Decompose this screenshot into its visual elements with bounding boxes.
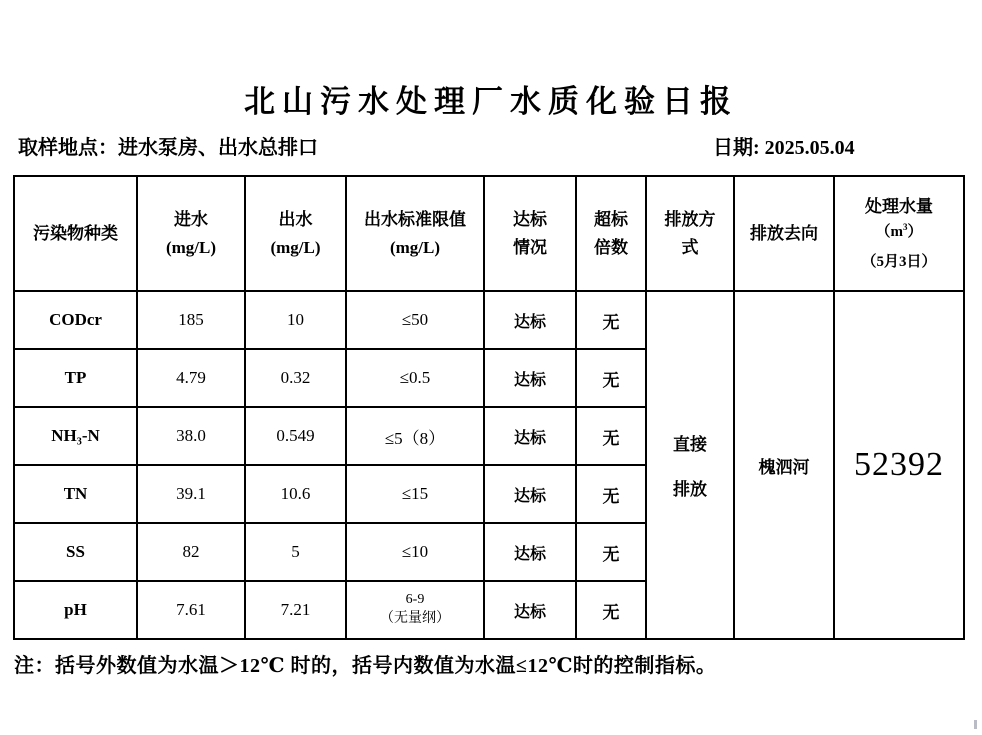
ss-limit-value: ≤10: [346, 523, 484, 581]
ph-limit-value: 6-9 （无量纲）: [346, 581, 484, 639]
table-header-row: [14, 176, 964, 291]
header-influent: 进水 (mg/L): [137, 176, 245, 291]
header-compliance: 达标 情况: [484, 176, 576, 291]
nh3n-effluent-value: 0.549: [245, 407, 346, 465]
header-exceed: 超标 倍数: [576, 176, 646, 291]
nh3n-compliance-value: 达标: [484, 407, 576, 465]
header-limit: 出水标准限值 (mg/L): [346, 176, 484, 291]
codcr-limit-value: ≤50: [346, 291, 484, 349]
treated-volume-cell: 52392: [834, 291, 964, 639]
ss-effluent-value: 5: [245, 523, 346, 581]
sampling-location-label: 取样地点：进水泵房、出水总排口: [18, 137, 318, 159]
discharge-mode-cell: 直接 排放: [646, 291, 734, 639]
ss-influent-value: 82: [137, 523, 245, 581]
codcr-effluent-value: 10: [245, 291, 346, 349]
tn-compliance-value: 达标: [484, 465, 576, 523]
tp-limit-value: ≤0.5: [346, 349, 484, 407]
nh3n-influent-value: 38.0: [137, 407, 245, 465]
tp-name: TP: [14, 349, 137, 407]
codcr-influent-value: 185: [137, 291, 245, 349]
tn-exceed-value: 无: [576, 465, 646, 523]
page-title: 北山污水处理厂水质化验日报: [244, 84, 738, 119]
codcr-name: CODcr: [14, 291, 137, 349]
header-destination: 排放去向: [734, 176, 834, 291]
scrollbar-artifact: [974, 720, 977, 729]
header-effluent: 出水 (mg/L): [245, 176, 346, 291]
ss-compliance-value: 达标: [484, 523, 576, 581]
nh3n-name: NH₃-N: [14, 407, 137, 465]
codcr-exceed-value: 无: [576, 291, 646, 349]
ph-name: pH: [14, 581, 137, 639]
ss-exceed-value: 无: [576, 523, 646, 581]
tp-effluent-value: 0.32: [245, 349, 346, 407]
header-volume: 处理水量 $(m^3)$ （5月3日）: [834, 176, 964, 291]
tp-exceed-value: 无: [576, 349, 646, 407]
footnote: 注：括号外数值为水温＞12℃ 时的，括号内数值为水温≤12℃时的控制指标。: [14, 655, 717, 677]
tn-name: TN: [14, 465, 137, 523]
ph-influent-value: 7.61: [137, 581, 245, 639]
table-row-codcr: [14, 291, 964, 349]
ph-effluent-value: 7.21: [245, 581, 346, 639]
tn-effluent-value: 10.6: [245, 465, 346, 523]
tp-compliance-value: 达标: [484, 349, 576, 407]
report-date-label: 日期: 2025.05.04: [713, 137, 855, 159]
tn-influent-value: 39.1: [137, 465, 245, 523]
header-pollutant: 污染物种类: [14, 176, 137, 291]
ph-compliance-value: 达标: [484, 581, 576, 639]
nh3n-exceed-value: 无: [576, 407, 646, 465]
nh3n-limit-value: ≤5（8）: [346, 407, 484, 465]
meta-row: [0, 131, 982, 157]
water-quality-table: [13, 175, 965, 640]
header-discharge-mode: 排放方 式: [646, 176, 734, 291]
tn-limit-value: ≤15: [346, 465, 484, 523]
ss-name: SS: [14, 523, 137, 581]
destination-cell: 槐泗河: [734, 291, 834, 639]
tp-influent-value: 4.79: [137, 349, 245, 407]
codcr-compliance-value: 达标: [484, 291, 576, 349]
ph-exceed-value: 无: [576, 581, 646, 639]
